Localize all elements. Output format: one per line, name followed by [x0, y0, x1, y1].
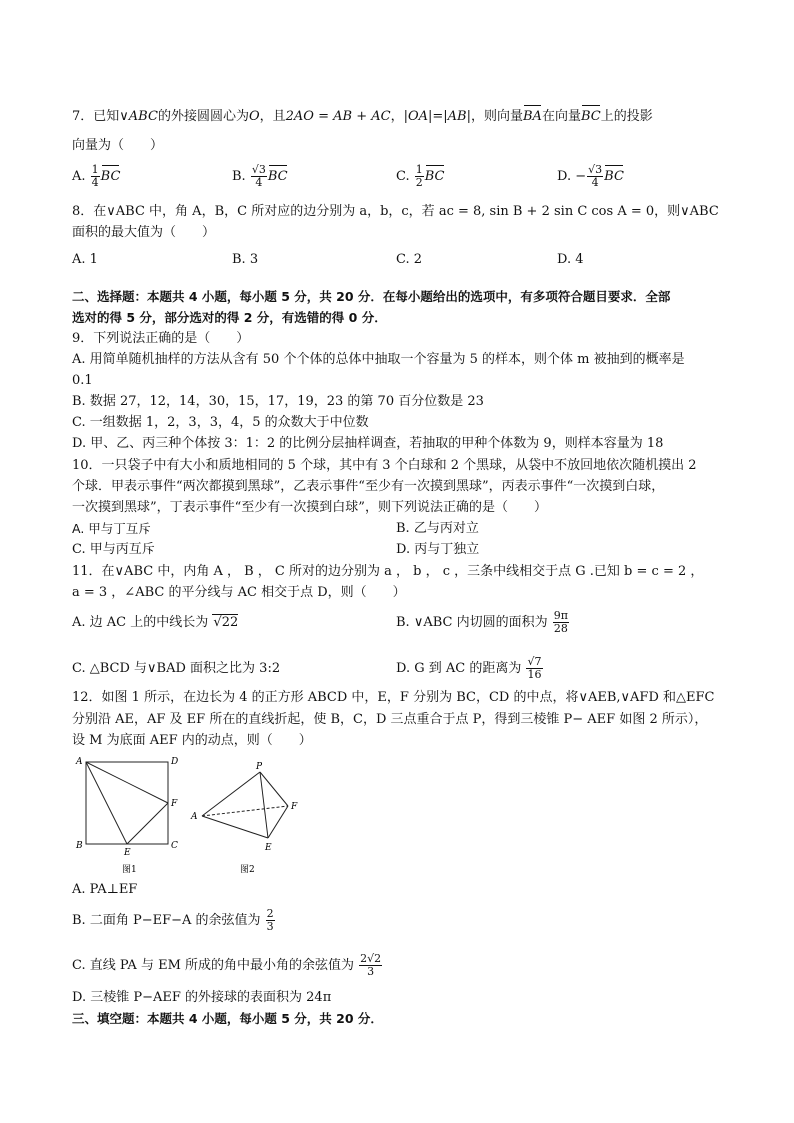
label-e: E [124, 848, 131, 858]
q9-option-b: B. 数据 27，12，14，30，15，17，19，23 的第 70 百分位数是 23 [72, 394, 484, 409]
figure-2-pyramid [186, 760, 306, 878]
q12-stem-line3: 设 M 为底面 AEF 内的动点，则（ ） [72, 733, 312, 748]
edge-pf [260, 772, 288, 806]
q12-stem: 12．如图 1 所示，在边长为 4 的正方形 ABCD 中，E，F 分别为 BC，CD 的中点，将∨AEB,∨AFD 和△EFC [72, 690, 715, 705]
q8-option-a: A. 1 [72, 252, 98, 267]
label-e2: E [265, 843, 272, 853]
label-a: A [76, 757, 83, 767]
q11-stem: 11．在∨ABC 中，内角 A ， B ， C 所对的边分别为 a ， b ， c ，三条中线相交于点 G .已知 b = c = 2 ， [72, 564, 704, 579]
q9-option-c: C. 一组数据 1，2，3，3，4，5 的众数大于中位数 [72, 415, 369, 430]
square-abcd [86, 762, 168, 844]
q11-option-c: C. △BCD 与∨BAD 面积之比为 3:2 [72, 661, 281, 676]
q7-option-b: B. $\frac{√3}{4}$ BC [232, 163, 288, 189]
q7-stem-line2: 向量为（ ） [72, 138, 164, 153]
q12-option-b: B. 二面角 P−EF−A 的余弦值为 $\frac{2}{3}$ [72, 907, 274, 933]
q9-option-a: A. 用简单随机抽样的方法从含有 50 个个体的总体中抽取一个容量为 5 的样本，则个体 m 被抽到的概率是 [72, 352, 685, 367]
q10-option-d: D. 丙与丁独立 [396, 542, 480, 557]
section2-heading: 二、选择题：本题共 4 小题，每小题 5 分，共 20 分．在每小题给出的选项中，有多项符合题目要求．全部 [72, 289, 671, 304]
q12-stem-line2: 分别沿 AE，AF 及 EF 所在的直线折起，使 B，C，D 三点重合于点 P，得到三棱锥 P− AEF 如图 2 所示）， [72, 712, 708, 727]
q12-option-c: C. 直线 PA 与 EM 所成的角中最小角的余弦值为 $\frac{2√2}{3}$ [72, 952, 382, 978]
q10-option-b: B. 乙与丙对立 [396, 521, 479, 536]
edge-ef [268, 806, 288, 838]
edge-af-hidden [202, 806, 288, 816]
q7-option-d: D. − $\frac{√3}{4}$ BC [557, 163, 624, 189]
q10-stem-line2: 个球．甲表示事件“两次都摸到黑球”，乙表示事件“至少有一次摸到黑球”，丙表示事件“一次摸到白球， [72, 479, 665, 494]
q8-option-b: B. 3 [232, 252, 259, 267]
q9-option-d: D. 甲、乙、丙三种个体按 3：1：2 的比例分层抽样调查，若抽取的甲种个体数为 9，则样本容量为 18 [72, 436, 664, 451]
q8-stem-line2: 面积的最大值为（ ） [72, 225, 216, 240]
figure-2-caption: 图2 [240, 865, 255, 875]
q10-stem: 10．一只袋子中有大小和质地相同的 5 个球，其中有 3 个白球和 2 个黑球，从袋中不放回地依次随机摸出 2 [72, 458, 697, 473]
label-f: F [171, 799, 178, 809]
q11-option-d: D. G 到 AC 的距离为 $\frac{√7}{16}$ [396, 655, 542, 681]
figure-1-square [72, 752, 192, 878]
q8-option-c: C. 2 [396, 252, 423, 267]
q10-option-c: C. 甲与丙互斥 [72, 542, 155, 557]
q7-option-a: A. $\frac{1}{4}$ BC [72, 163, 121, 189]
label-p: P [256, 762, 263, 772]
q12-option-d: D. 三棱锥 P−AEF 的外接球的表面积为 24π [72, 990, 332, 1005]
segment-ef [127, 803, 168, 844]
segment-af [86, 762, 168, 803]
label-a2: A [191, 812, 198, 822]
segment-ae [86, 762, 127, 844]
edge-pe [260, 772, 268, 838]
q7-stem: 7．已知∨ABC的外接圆圆心为O，且2AO = AB + AC，|OA|=|AB|，则向量BA在向量BC上的投影 [72, 109, 653, 124]
section3-heading: 三、填空题：本题共 4 小题，每小题 5 分，共 20 分． [72, 1011, 383, 1026]
q11-option-b: B. ∨ABC 内切圆的面积为 $\frac{9\pi}{28}$ [396, 609, 568, 635]
q9-option-a-cont: 0.1 [72, 373, 93, 388]
edge-pa [202, 772, 260, 816]
figure-1-caption: 图1 [122, 865, 137, 875]
q11-option-a: A. 边 AC 上的中线长为 √22 [72, 615, 239, 630]
label-d: D [171, 757, 179, 767]
label-b: B [76, 841, 83, 851]
label-f2: F [291, 802, 298, 812]
edge-ae [202, 816, 268, 838]
section2-heading-line2: 选对的得 5 分，部分选对的得 2 分，有选错的得 0 分． [72, 310, 387, 325]
q9-stem: 9．下列说法正确的是（ ） [72, 331, 250, 346]
q10-option-a: A. 甲与丁互斥 [72, 521, 151, 536]
q8-option-d: D. 4 [557, 252, 584, 267]
q10-stem-line3: 一次摸到黑球”，丁表示事件“至少有一次摸到白球”，则下列说法正确的是（ ） [72, 500, 547, 515]
label-c: C [171, 841, 178, 851]
q8-stem: 8．在∨ABC 中，角 A，B，C 所对应的边分别为 a，b，c，若 ac = 8, sin B + 2 sin C cos A = 0，则∨ABC [72, 204, 719, 219]
q11-stem-line2: a = 3 ，∠ABC 的平分线与 AC 相交于点 D，则（ ） [72, 585, 406, 600]
q7-option-c: C. $\frac{1}{2}$ BC [396, 163, 445, 189]
q12-option-a: A. PA⊥EF [72, 882, 138, 897]
